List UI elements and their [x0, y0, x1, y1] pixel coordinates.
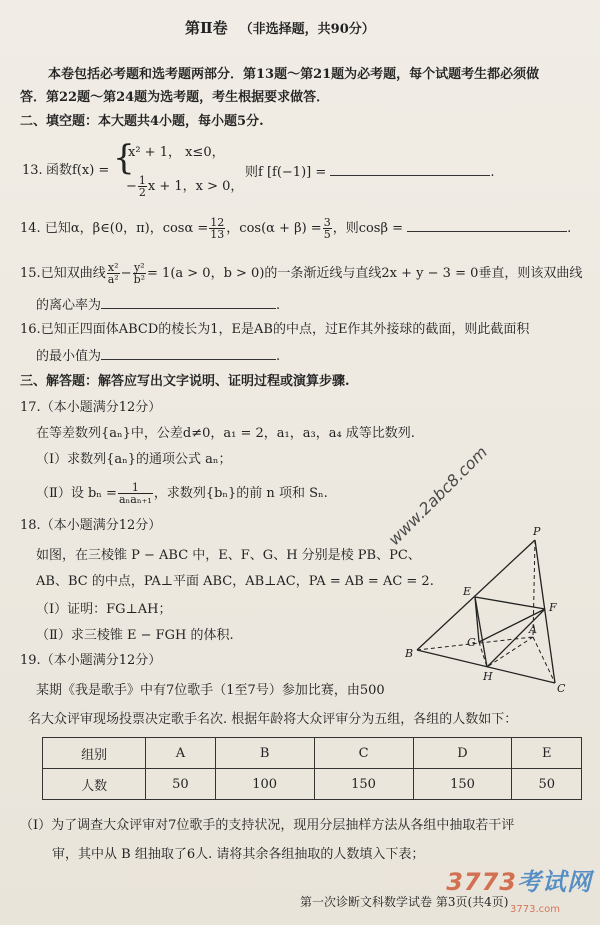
- q13-case-2: − $\frac{1}{2}$ x + 1，x > 0，: [126, 174, 244, 199]
- watermark-url: www.2abc8.com: [384, 442, 492, 549]
- table-cell: B: [215, 738, 314, 769]
- table-cell: 人数: [43, 769, 146, 800]
- q18-heading: [20, 518, 161, 534]
- edge-FH: [487, 609, 545, 667]
- q17-heading: [20, 400, 161, 416]
- title-subtitle: （非选择题，共90分）: [239, 22, 375, 37]
- q19-part-1-line-2: 审，其中从 B 组抽取了6人. 请将其余各组抽取的人数填入下表；: [52, 847, 425, 862]
- table-header-row: [43, 738, 582, 769]
- question-14: 14. 已知α，β∈(0，π)，cosα = $\frac{12}{13}$ ，cos(α + β) = $\frac{3}{5}$ ，则cosβ = .: [20, 216, 572, 241]
- table-cell: 50: [146, 769, 216, 800]
- page-title: [185, 20, 375, 38]
- q19-score: （本小题满分12分）: [40, 653, 162, 668]
- table-cell: D: [413, 738, 512, 769]
- label-B: B: [405, 647, 414, 660]
- table-cell: 150: [413, 769, 512, 800]
- table-cell: 150: [314, 769, 413, 800]
- q17-number: 17.: [20, 400, 41, 415]
- q17-part-1: （Ⅰ）求数列{aₙ}的通项公式 aₙ；: [36, 452, 232, 467]
- label-P: P: [533, 525, 541, 538]
- q17-line-1: 在等差数列{aₙ}中，公差d≠0，a₁ = 2，a₁，a₃，a₄ 成等比数列.: [36, 426, 415, 441]
- q13-brace: {: [113, 138, 135, 178]
- q19-line-2: 名大众评审现场投票决定歌手名次. 根据年龄将大众评审分为五组，各组的人数如下：: [28, 712, 518, 727]
- q13-label: 函数f(x) =: [46, 163, 110, 178]
- page-footer: 第一次诊断文科数学试卷 第3页(共4页): [300, 895, 509, 909]
- q18-part-1: （Ⅰ）证明：FG⊥AH；: [36, 602, 172, 617]
- question-15-line-1: 15.已知双曲线 $\frac{\text{x²}}{\text{a²}}$ − $\frac{\text{y²}}{\text{b²}}$ = 1(a > 0，b > 0)的一条渐近线与直线2x + y − 3 = 0垂直，则该双曲线: [20, 261, 583, 286]
- site-logo-url: 3773.com: [510, 904, 560, 915]
- label-G: G: [467, 636, 476, 649]
- q19-part-1-line-1: （Ⅰ）为了调查大众评审对7位歌手的支持状况，现用分层抽样方法从各组中抽取若干评: [20, 818, 515, 833]
- q15-answer-blank[interactable]: [101, 296, 276, 309]
- intro-line-2: 答．第22题～第24题为选考题，考生根据要求做答．: [20, 90, 330, 105]
- edge-EF: [475, 597, 545, 609]
- question-16-line-2: 的最小值为 .: [36, 349, 281, 364]
- group-count-table: [42, 737, 582, 800]
- table-cell: 50: [512, 769, 582, 800]
- q13-answer-blank[interactable]: [330, 163, 490, 176]
- label-H: H: [483, 670, 493, 683]
- q15-number: 15.: [20, 266, 41, 281]
- label-A: A: [529, 623, 537, 636]
- site-logo: 3773考试网: [446, 868, 592, 896]
- q18-line-2: AB、BC 的中点，PA⊥平面 ABC，AB⊥AC，PA = AB = AC = 2.: [36, 574, 434, 589]
- section-2-heading: 二、填空题：本大题共4小题，每小题5分.: [20, 114, 264, 129]
- table-cell: E: [512, 738, 582, 769]
- q16-answer-blank[interactable]: [101, 347, 276, 360]
- table-row: [43, 769, 582, 800]
- q18-line-1: 如图，在三棱锥 P − ABC 中，E、F、G、H 分别是棱 PB、PC、: [36, 548, 421, 563]
- tetrahedron-figure: [405, 525, 585, 695]
- label-C: C: [557, 682, 566, 695]
- table-cell: C: [314, 738, 413, 769]
- table-cell: 100: [215, 769, 314, 800]
- question-16-line-1: 16.已知正四面体ABCD的棱长为1，E是AB的中点，过E作其外接球的截面，则此截面积: [20, 322, 530, 337]
- label-E: E: [463, 585, 472, 598]
- edge-PB: [417, 540, 535, 650]
- edge-EH: [475, 597, 487, 667]
- label-F: F: [549, 601, 557, 614]
- section-3-heading: 三、解答题：解答应写出文字说明、证明过程或演算步骤.: [20, 374, 350, 389]
- q14-number: 14.: [20, 221, 41, 236]
- q13-case-1: x² + 1， x≤0，: [128, 145, 225, 160]
- q18-score: （本小题满分12分）: [40, 518, 162, 533]
- q18-part-2: （Ⅱ）求三棱锥 E − FGH 的体积.: [36, 628, 234, 643]
- title-main: 第Ⅱ卷: [185, 19, 228, 37]
- q19-line-1: 某期《我是歌手》中有7位歌手（1至7号）参加比赛，由500: [36, 683, 385, 698]
- q13-number: 13.: [22, 163, 43, 178]
- q19-heading: [20, 653, 161, 669]
- q17-part-2: （Ⅱ）设 bₙ = $\frac{1}{\text{aₙaₙ₊₁}}$ ，求数列{bₙ}的前 n 项和 Sₙ.: [36, 481, 328, 506]
- q17-score: （本小题满分12分）: [40, 400, 162, 415]
- q13-tail: 则f [f(−1)] = .: [245, 165, 495, 180]
- q19-number: 19.: [20, 653, 41, 668]
- q14-answer-blank[interactable]: [407, 219, 567, 232]
- q16-number: 16.: [20, 322, 41, 337]
- intro-line-1: 本卷包括必考题和选考题两部分．第13题～第21题为必考题，每个试题考生都必须做: [48, 67, 540, 82]
- table-cell: 组别: [43, 738, 146, 769]
- q18-number: 18.: [20, 518, 41, 533]
- question-15-line-2: 的离心率为 .: [36, 298, 281, 313]
- table-cell: A: [146, 738, 216, 769]
